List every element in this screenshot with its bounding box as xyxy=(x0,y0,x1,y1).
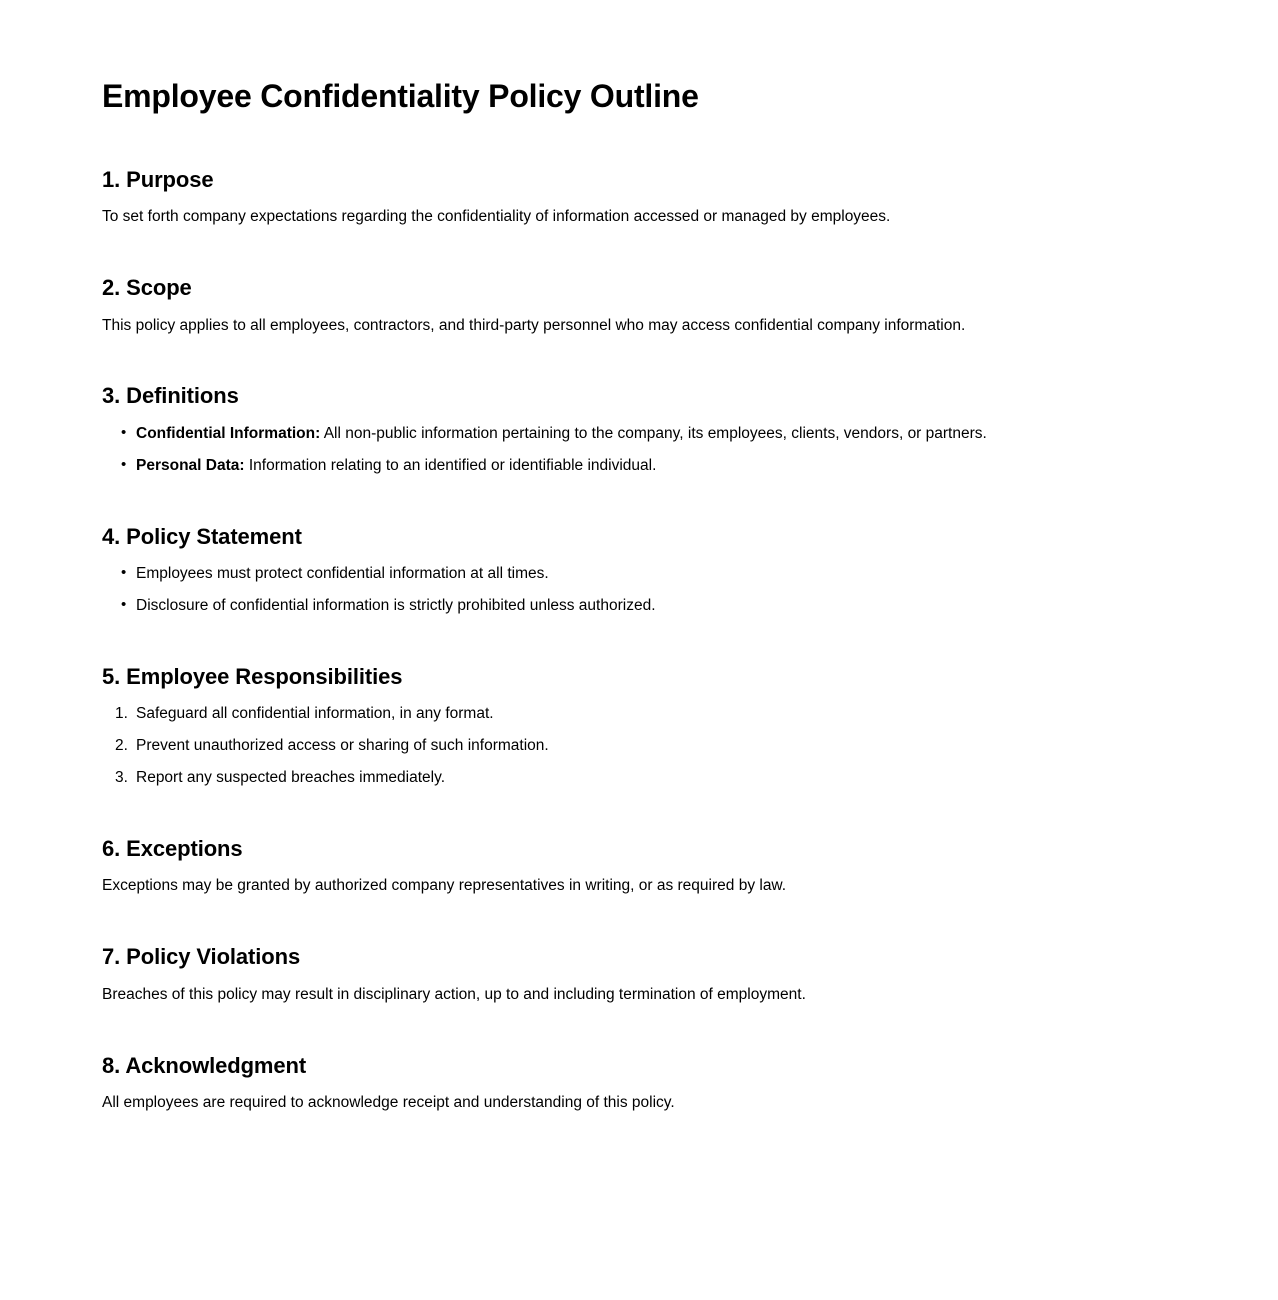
definition-term: Confidential Information: xyxy=(136,424,321,442)
responsibility-text: Safeguard all confidential information, in any format. xyxy=(136,705,494,723)
page-title: Employee Confidentiality Policy Outline xyxy=(102,78,699,114)
list-item xyxy=(102,704,1178,725)
policy-statement-list xyxy=(102,564,1178,617)
list-item xyxy=(102,456,1178,477)
section-scope xyxy=(102,275,1178,336)
list-item xyxy=(102,424,1178,445)
section-paragraph-scope: This policy applies to all employees, contractors, and third-party personnel who may access confidential company information. xyxy=(102,316,966,334)
section-heading-acknowledgment: 8. Acknowledgment xyxy=(102,1052,307,1078)
section-heading-scope: 2. Scope xyxy=(102,275,192,301)
definitions-list xyxy=(102,424,1178,477)
section-heading-exceptions: 6. Exceptions xyxy=(102,836,243,862)
section-heading-purpose: 1. Purpose xyxy=(102,166,214,192)
definition-term: Personal Data: xyxy=(136,456,245,474)
policy-statement-text: Disclosure of confidential information is strictly prohibited unless authorized. xyxy=(136,596,656,614)
section-policy-statement xyxy=(102,524,1178,617)
policy-statement-text: Employees must protect confidential information at all times. xyxy=(136,565,549,583)
list-item xyxy=(102,768,1178,789)
section-heading-policy-violations: 7. Policy Violations xyxy=(102,944,301,970)
section-heading-policy-statement: 4. Policy Statement xyxy=(102,523,302,549)
list-item xyxy=(102,596,1178,617)
section-paragraph-acknowledgment: All employees are required to acknowledge receipt and understanding of this policy. xyxy=(102,1094,675,1112)
section-heading-definitions: 3. Definitions xyxy=(102,383,239,409)
definition-text: Information relating to an identified or identifiable individual. xyxy=(244,456,657,474)
section-purpose xyxy=(102,167,1178,228)
section-acknowledgment xyxy=(102,1053,1178,1114)
section-paragraph-exceptions: Exceptions may be granted by authorized company representatives in writing, or as required by law. xyxy=(102,877,787,895)
section-paragraph-purpose: To set forth company expectations regarding the confidentiality of information accessed or managed by employees. xyxy=(102,208,891,226)
section-employee-responsibilities xyxy=(102,664,1178,789)
section-exceptions xyxy=(102,836,1178,897)
responsibility-text: Report any suspected breaches immediately. xyxy=(136,769,446,787)
section-definitions xyxy=(102,383,1178,476)
section-policy-violations xyxy=(102,944,1178,1005)
responsibility-text: Prevent unauthorized access or sharing of such information. xyxy=(136,737,549,755)
definition-text: All non-public information pertaining to the company, its employees, clients, vendors, or partners. xyxy=(320,424,987,442)
title-spacer xyxy=(102,115,1178,167)
list-item xyxy=(102,736,1178,757)
responsibilities-list xyxy=(102,704,1178,789)
section-heading-employee-responsibilities: 5. Employee Responsibilities xyxy=(102,663,403,689)
section-paragraph-policy-violations: Breaches of this policy may result in disciplinary action, up to and including termination of employment. xyxy=(102,985,806,1003)
list-item xyxy=(102,564,1178,585)
